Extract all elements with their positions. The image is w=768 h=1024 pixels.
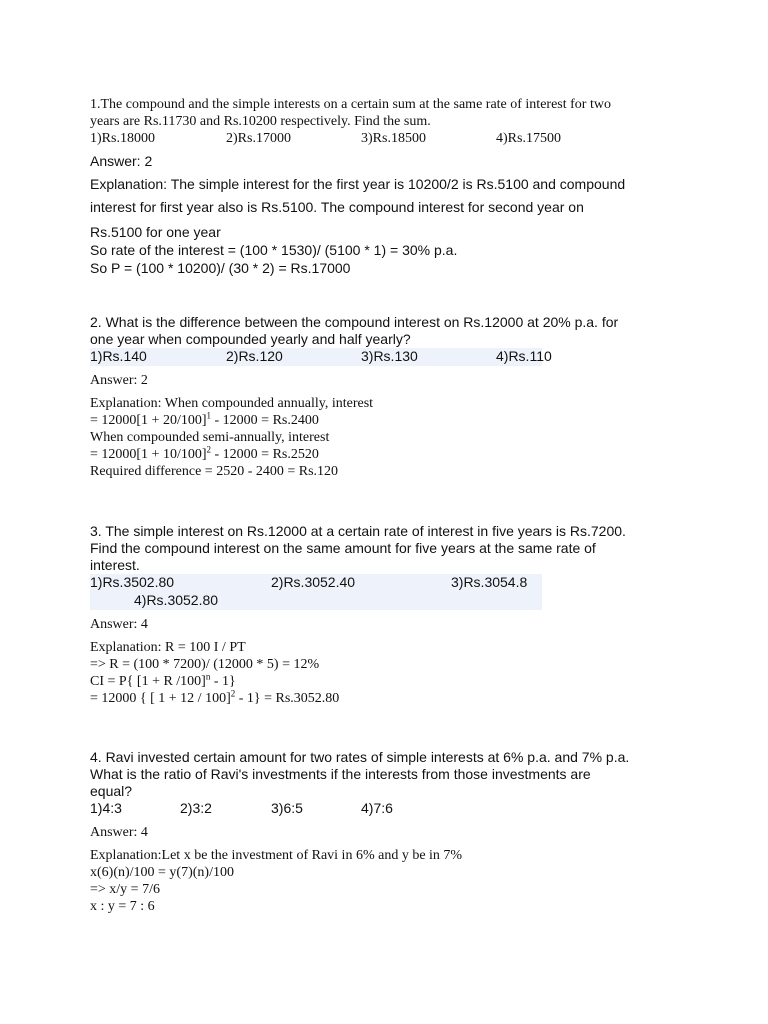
exponent: n bbox=[205, 671, 211, 682]
option-3: 3)Rs.130 bbox=[361, 348, 418, 364]
question-text-line: equal? bbox=[90, 783, 133, 799]
option-4: 4)Rs.3052.80 bbox=[134, 592, 219, 608]
question-text-line: 3. The simple interest on Rs.12000 at a certain rate of interest in five years is Rs.7200. bbox=[90, 523, 626, 539]
explanation-line: x : y = 7 : 6 bbox=[90, 899, 155, 914]
option-1: 1)Rs.140 bbox=[90, 348, 147, 364]
answer: Answer: 2 bbox=[90, 373, 148, 388]
expr-text: - 12000 = Rs.2400 bbox=[211, 413, 319, 428]
question-1 bbox=[90, 96, 690, 277]
options-row bbox=[90, 574, 542, 592]
options-row bbox=[90, 800, 690, 818]
option-4: 4)Rs.110 bbox=[496, 348, 552, 364]
option-3: 3)Rs.18500 bbox=[361, 131, 426, 146]
answer: Answer: 2 bbox=[90, 153, 153, 169]
question-4 bbox=[90, 749, 690, 915]
expr-text: - 1} = Rs.3052.80 bbox=[235, 691, 340, 706]
explanation-line bbox=[90, 446, 690, 463]
explanation-line: Explanation: R = 100 I / PT bbox=[90, 640, 246, 655]
explanation-line bbox=[90, 673, 690, 690]
question-text-line: Find the compound interest on the same amount for five years at the same rate of bbox=[90, 540, 596, 556]
question-text-line: 1.The compound and the simple interests on a certain sum at the same rate of interest for two bbox=[90, 97, 611, 112]
answer: Answer: 4 bbox=[90, 825, 148, 840]
explanation-line: Required difference = 2520 - 2400 = Rs.120 bbox=[90, 464, 339, 479]
answer: Answer: 4 bbox=[90, 617, 148, 632]
expr-text: = 12000 { [ 1 + 12 / 100] bbox=[90, 691, 231, 706]
question-text-line: one year when compounded yearly and half yearly? bbox=[90, 331, 411, 347]
explanation-line: So rate of the interest = (100 * 1530)/ (5100 * 1) = 30% p.a. bbox=[90, 242, 458, 258]
question-3 bbox=[90, 523, 690, 707]
option-2: 2)Rs.17000 bbox=[226, 131, 291, 146]
explanation-line: => R = (100 * 7200)/ (12000 * 5) = 12% bbox=[90, 657, 320, 672]
question-text-line: What is the ratio of Ravi's investments if the interests from those investments are bbox=[90, 766, 591, 782]
exponent: 2 bbox=[206, 444, 212, 455]
question-text-line: years are Rs.11730 and Rs.10200 respectively. Find the sum. bbox=[90, 114, 431, 129]
explanation-line: When compounded semi-annually, interest bbox=[90, 430, 330, 445]
expr-text: - 12000 = Rs.2520 bbox=[211, 447, 319, 462]
explanation-line: => x/y = 7/6 bbox=[90, 882, 160, 897]
option-2: 2)3:2 bbox=[180, 800, 212, 816]
option-1: 1)4:3 bbox=[90, 800, 122, 816]
options-row bbox=[90, 130, 690, 148]
question-text-line: interest. bbox=[90, 557, 140, 573]
question-text-line: 2. What is the difference between the compound interest on Rs.12000 at 20% p.a. for bbox=[90, 314, 619, 330]
option-4: 4)7:6 bbox=[361, 800, 393, 816]
explanation-line: interest for first year also is Rs.5100. The compound interest for second year on bbox=[90, 199, 584, 215]
question-text-line: 4. Ravi invested certain amount for two rates of simple interests at 6% p.a. and 7% p.a. bbox=[90, 749, 630, 765]
options-row bbox=[90, 592, 542, 610]
option-2: 2)Rs.3052.40 bbox=[271, 574, 356, 590]
explanation-line: Explanation: The simple interest for the first year is 10200/2 is Rs.5100 and compound bbox=[90, 176, 626, 192]
option-3: 3)6:5 bbox=[271, 800, 303, 816]
explanation-line: So P = (100 * 10200)/ (30 * 2) = Rs.17000 bbox=[90, 260, 351, 276]
explanation-line: Explanation: When compounded annually, interest bbox=[90, 396, 374, 411]
exponent: 1 bbox=[206, 410, 212, 421]
option-1: 1)Rs.3502.80 bbox=[90, 574, 175, 590]
options-row bbox=[90, 348, 552, 366]
explanation-line bbox=[90, 412, 690, 429]
explanation-line: Rs.5100 for one year bbox=[90, 224, 221, 240]
expr-text: = 12000[1 + 20/100] bbox=[90, 413, 207, 428]
question-2 bbox=[90, 314, 690, 480]
expr-text: = 12000[1 + 10/100] bbox=[90, 447, 207, 462]
explanation-line bbox=[90, 690, 690, 707]
exponent: 2 bbox=[230, 688, 236, 699]
expr-text: CI = P{ [1 + R /100] bbox=[90, 674, 206, 689]
expr-text: - 1} bbox=[210, 674, 236, 689]
option-2: 2)Rs.120 bbox=[226, 348, 283, 364]
option-1: 1)Rs.18000 bbox=[90, 131, 155, 146]
explanation-line: x(6)(n)/100 = y(7)(n)/100 bbox=[90, 865, 234, 880]
explanation-line: Explanation:Let x be the investment of Ravi in 6% and y be in 7% bbox=[90, 848, 463, 863]
option-4: 4)Rs.17500 bbox=[496, 131, 561, 146]
option-3: 3)Rs.3054.8 bbox=[451, 574, 528, 590]
